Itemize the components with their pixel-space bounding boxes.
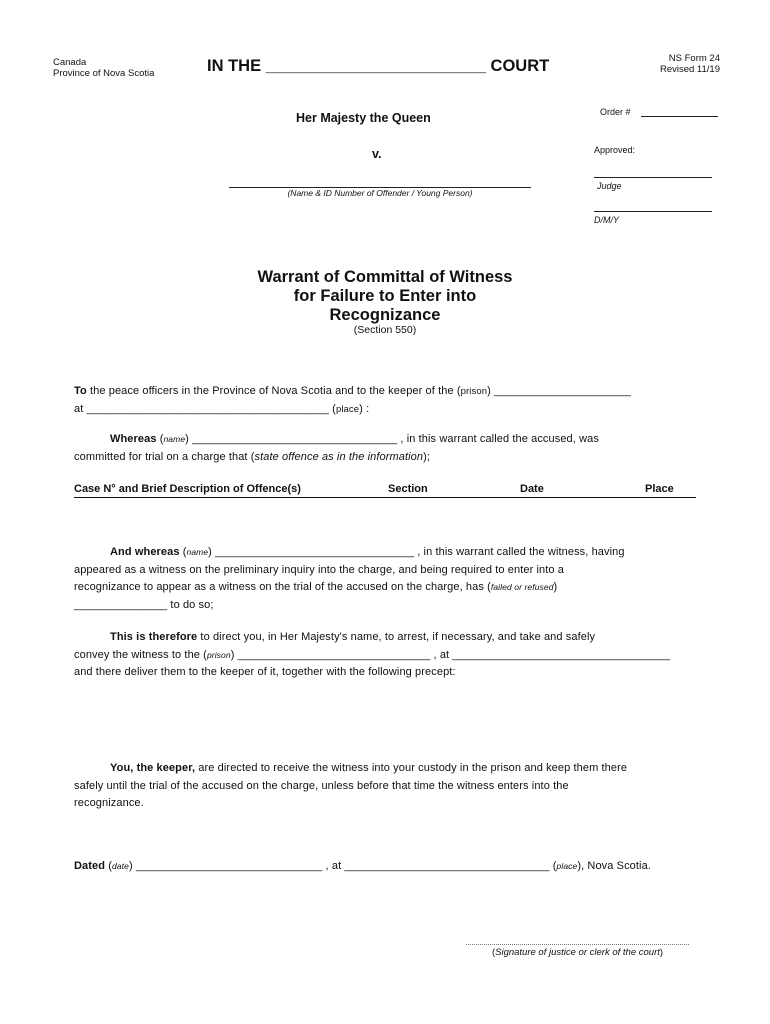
and-whereas-lead: And whereas: [110, 546, 180, 558]
order-number-label: Order #: [600, 107, 631, 117]
title-line-3: Recognizance: [329, 306, 441, 324]
approval-date-field[interactable]: [594, 211, 712, 212]
court-suffix: COURT: [490, 57, 550, 75]
dated-lead: Dated: [74, 860, 106, 872]
column-section: Section: [388, 483, 428, 495]
province-label: Province of Nova Scotia: [53, 68, 155, 79]
section-reference: (Section 550): [353, 324, 417, 336]
court-prefix: IN THE: [207, 57, 262, 75]
approved-label: Approved:: [594, 145, 636, 155]
court-heading: [207, 57, 549, 76]
form-info: [660, 53, 720, 75]
order-number-field[interactable]: [641, 116, 718, 117]
jurisdiction-block: [53, 57, 154, 79]
keeper-paragraph: You, the keeper, are directed to receive the witness into your custody in the prison and keep them there safely until the trial of the accused on the charge, unless before that time the witness enters into the recognizance.: [74, 762, 628, 809]
place-field[interactable]: at _______________________________________ (: [74, 402, 336, 415]
keeper-lead: You, the keeper,: [110, 762, 196, 774]
versus-label: v.: [372, 147, 382, 161]
form-number: NS Form 24: [668, 53, 720, 64]
offender-caption: (Name & ID Number of Offender / Young Person): [287, 188, 473, 198]
failed-refused-field[interactable]: _______________ to do so;: [74, 598, 214, 611]
column-case: Case N° and Brief Description of Offence(s): [74, 483, 301, 495]
and-whereas-paragraph: And whereas (name) ________________________________ , in this warrant called the witness, having appeared as a witness on the preliminary inquiry into the charge, and being required to enter into a recognizance to appear as a witness on the trial of the accused on the charge, has (failed or refused) _______________ to do so;: [74, 546, 625, 611]
column-place: Place: [645, 483, 674, 495]
column-date: Date: [520, 483, 544, 495]
addressee-paragraph: To the peace officers in the Province of Nova Scotia and to the keeper of the (prison) ______________________ at _______________________________________ (place) :: [74, 385, 631, 415]
title-line-1: Warrant of Committal of Witness: [257, 268, 513, 286]
prison-location-field[interactable]: ) _______________________________ , at ___________________________________: [230, 648, 670, 661]
therefore-lead: This is therefore: [110, 631, 198, 643]
court-name-field[interactable]: ________________________: [265, 57, 486, 75]
to-lead: To: [74, 385, 87, 397]
dated-line: Dated (date) ______________________________ , at _________________________________ (place), Nova Scotia.: [74, 860, 651, 872]
country-label: Canada: [53, 57, 87, 68]
witness-name-field[interactable]: ) ________________________________ , in this warrant called the witness, having: [208, 546, 625, 558]
signature-field[interactable]: [466, 944, 689, 945]
prison-field[interactable]: ) ______________________: [487, 385, 631, 397]
offence-table-header: [74, 483, 696, 498]
accused-name-field[interactable]: ) _________________________________ , in this warrant called the accused, was: [185, 433, 599, 445]
title-line-2: for Failure to Enter into: [293, 287, 477, 305]
form-revision: Revised 11/19: [659, 64, 720, 75]
date-format-label: D/M/Y: [594, 215, 620, 225]
judge-signature-field[interactable]: [594, 177, 712, 178]
signature-caption: (Signature of justice or clerk of the court): [491, 947, 664, 958]
dated-fields[interactable]: ) ______________________________ , at _________________________________ (: [128, 860, 557, 872]
offence-field[interactable]: state offence as in the information: [254, 450, 424, 463]
plaintiff-name: Her Majesty the Queen: [296, 111, 431, 125]
judge-label: Judge: [597, 181, 622, 191]
whereas-paragraph: Whereas (name) _________________________________ , in this warrant called the accused, was committed for trial on a charge that (state offence as in the information);: [74, 433, 599, 463]
therefore-paragraph: This is therefore to direct you, in Her Majesty's name, to arrest, if necessary, and take and safely convey the witness to the (prison) _______________________________ , at ___________________________________ and there deliver them to the keeper of it, together with the following precept:: [74, 631, 670, 678]
whereas-lead: Whereas: [110, 433, 157, 445]
document-title: [0, 268, 770, 325]
